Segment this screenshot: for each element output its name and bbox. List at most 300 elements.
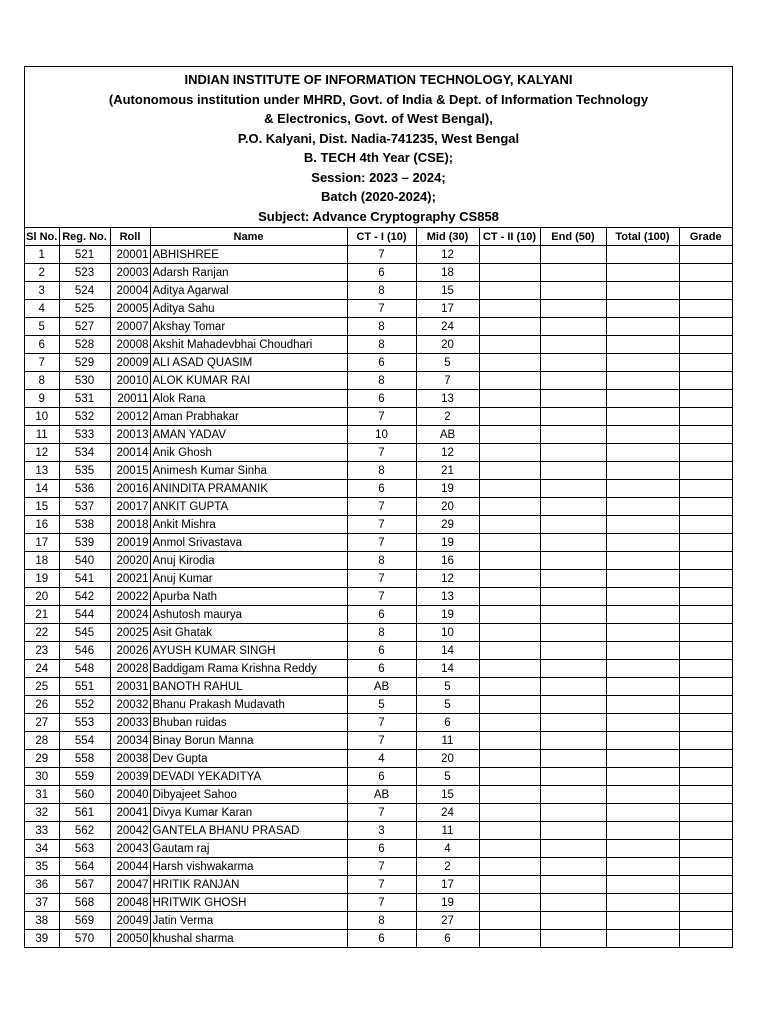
table-row xyxy=(25,498,732,516)
cell-reg-no: 528 xyxy=(59,336,110,354)
cell-roll: 20022 xyxy=(110,588,150,606)
cell-sl-no: 22 xyxy=(25,624,59,642)
cell-reg-no: 539 xyxy=(59,534,110,552)
cell-reg-no: 540 xyxy=(59,552,110,570)
cell-total xyxy=(606,624,679,642)
cell-ct2 xyxy=(479,246,540,264)
cell-total xyxy=(606,912,679,930)
cell-roll: 20014 xyxy=(110,444,150,462)
cell-end xyxy=(540,660,606,678)
cell-sl-no: 13 xyxy=(25,462,59,480)
cell-total xyxy=(606,318,679,336)
cell-grade xyxy=(679,354,732,372)
cell-sl-no: 34 xyxy=(25,840,59,858)
cell-roll: 20018 xyxy=(110,516,150,534)
cell-sl-no: 35 xyxy=(25,858,59,876)
cell-reg-no: 553 xyxy=(59,714,110,732)
cell-sl-no: 16 xyxy=(25,516,59,534)
cell-grade xyxy=(679,390,732,408)
cell-mid: 17 xyxy=(416,876,479,894)
cell-ct2 xyxy=(479,516,540,534)
cell-mid: 19 xyxy=(416,606,479,624)
cell-mid: 17 xyxy=(416,300,479,318)
cell-ct2 xyxy=(479,624,540,642)
table-row xyxy=(25,444,732,462)
table-row xyxy=(25,768,732,786)
cell-sl-no: 29 xyxy=(25,750,59,768)
cell-end xyxy=(540,264,606,282)
cell-ct2 xyxy=(479,660,540,678)
cell-sl-no: 23 xyxy=(25,642,59,660)
cell-reg-no: 570 xyxy=(59,930,110,948)
marks-table xyxy=(25,227,732,947)
cell-ct2 xyxy=(479,732,540,750)
cell-ct2 xyxy=(479,354,540,372)
cell-end xyxy=(540,462,606,480)
cell-ct1: 7 xyxy=(347,300,416,318)
table-row xyxy=(25,876,732,894)
cell-ct1: 8 xyxy=(347,372,416,390)
table-row xyxy=(25,426,732,444)
cell-grade xyxy=(679,642,732,660)
column-header-total: Total (100) xyxy=(606,228,679,246)
cell-reg-no: 527 xyxy=(59,318,110,336)
cell-ct1: 6 xyxy=(347,930,416,948)
address-line: P.O. Kalyani, Dist. Nadia-741235, West Bengal xyxy=(237,130,520,146)
cell-reg-no: 532 xyxy=(59,408,110,426)
cell-total xyxy=(606,588,679,606)
cell-roll: 20024 xyxy=(110,606,150,624)
cell-grade xyxy=(679,786,732,804)
cell-roll: 20001 xyxy=(110,246,150,264)
cell-grade xyxy=(679,768,732,786)
table-row xyxy=(25,318,732,336)
cell-name: khushal sharma xyxy=(150,930,347,948)
cell-reg-no: 562 xyxy=(59,822,110,840)
cell-grade xyxy=(679,660,732,678)
cell-grade xyxy=(679,498,732,516)
cell-roll: 20020 xyxy=(110,552,150,570)
cell-reg-no: 536 xyxy=(59,480,110,498)
cell-ct1: 7 xyxy=(347,444,416,462)
cell-mid: 5 xyxy=(416,768,479,786)
cell-total xyxy=(606,750,679,768)
cell-ct2 xyxy=(479,786,540,804)
cell-grade xyxy=(679,318,732,336)
cell-end xyxy=(540,930,606,948)
cell-name: DEVADI YEKADITYA xyxy=(150,768,347,786)
cell-total xyxy=(606,858,679,876)
cell-roll: 20017 xyxy=(110,498,150,516)
cell-grade xyxy=(679,714,732,732)
cell-reg-no: 542 xyxy=(59,588,110,606)
cell-reg-no: 554 xyxy=(59,732,110,750)
cell-reg-no: 561 xyxy=(59,804,110,822)
cell-total xyxy=(606,660,679,678)
cell-grade xyxy=(679,480,732,498)
session-line: Session: 2023 – 2024; xyxy=(311,169,446,185)
cell-total xyxy=(606,804,679,822)
marks-sheet xyxy=(24,66,733,948)
student-rows xyxy=(25,246,732,948)
cell-end xyxy=(540,498,606,516)
cell-reg-no: 548 xyxy=(59,660,110,678)
cell-reg-no: 564 xyxy=(59,858,110,876)
cell-name: Ankit Mishra xyxy=(150,516,347,534)
cell-mid: 7 xyxy=(416,372,479,390)
cell-mid: AB xyxy=(416,426,479,444)
cell-reg-no: 533 xyxy=(59,426,110,444)
cell-ct2 xyxy=(479,480,540,498)
cell-ct2 xyxy=(479,804,540,822)
column-header-end: End (50) xyxy=(540,228,606,246)
cell-name: Anuj Kirodia xyxy=(150,552,347,570)
cell-ct1: 5 xyxy=(347,696,416,714)
cell-grade xyxy=(679,696,732,714)
cell-sl-no: 4 xyxy=(25,300,59,318)
cell-roll: 20042 xyxy=(110,822,150,840)
cell-ct1: 7 xyxy=(347,876,416,894)
cell-end xyxy=(540,714,606,732)
cell-ct1: 7 xyxy=(347,732,416,750)
table-row xyxy=(25,552,732,570)
cell-reg-no: 545 xyxy=(59,624,110,642)
cell-sl-no: 21 xyxy=(25,606,59,624)
cell-ct2 xyxy=(479,876,540,894)
cell-reg-no: 537 xyxy=(59,498,110,516)
cell-name: Anmol Srivastava xyxy=(150,534,347,552)
cell-roll: 20043 xyxy=(110,840,150,858)
cell-total xyxy=(606,894,679,912)
cell-total xyxy=(606,534,679,552)
cell-sl-no: 19 xyxy=(25,570,59,588)
cell-total xyxy=(606,282,679,300)
cell-sl-no: 6 xyxy=(25,336,59,354)
cell-roll: 20044 xyxy=(110,858,150,876)
column-header-mid: Mid (30) xyxy=(416,228,479,246)
cell-reg-no: 524 xyxy=(59,282,110,300)
table-row xyxy=(25,606,732,624)
cell-mid: 12 xyxy=(416,246,479,264)
cell-name: ABHISHREE xyxy=(150,246,347,264)
cell-ct1: 7 xyxy=(347,498,416,516)
cell-name: GANTELA BHANU PRASAD xyxy=(150,822,347,840)
cell-ct1: 7 xyxy=(347,858,416,876)
table-row xyxy=(25,264,732,282)
cell-ct1: 6 xyxy=(347,768,416,786)
cell-grade xyxy=(679,894,732,912)
cell-sl-no: 20 xyxy=(25,588,59,606)
cell-end xyxy=(540,876,606,894)
cell-end xyxy=(540,552,606,570)
table-row xyxy=(25,534,732,552)
cell-total xyxy=(606,822,679,840)
column-header-sl-no: Sl No. xyxy=(25,228,59,246)
cell-ct2 xyxy=(479,264,540,282)
cell-mid: 6 xyxy=(416,714,479,732)
cell-ct1: 8 xyxy=(347,624,416,642)
table-row xyxy=(25,804,732,822)
cell-mid: 14 xyxy=(416,642,479,660)
cell-ct1: 6 xyxy=(347,642,416,660)
cell-mid: 16 xyxy=(416,552,479,570)
cell-name: Animesh Kumar Sinha xyxy=(150,462,347,480)
cell-grade xyxy=(679,930,732,948)
cell-roll: 20010 xyxy=(110,372,150,390)
cell-sl-no: 7 xyxy=(25,354,59,372)
cell-ct1: 7 xyxy=(347,246,416,264)
column-header-grade: Grade xyxy=(679,228,732,246)
table-row xyxy=(25,390,732,408)
cell-grade xyxy=(679,300,732,318)
cell-ct2 xyxy=(479,552,540,570)
cell-roll: 20041 xyxy=(110,804,150,822)
cell-end xyxy=(540,480,606,498)
cell-sl-no: 31 xyxy=(25,786,59,804)
cell-reg-no: 552 xyxy=(59,696,110,714)
cell-roll: 20039 xyxy=(110,768,150,786)
table-row xyxy=(25,246,732,264)
cell-grade xyxy=(679,426,732,444)
cell-roll: 20008 xyxy=(110,336,150,354)
cell-grade xyxy=(679,804,732,822)
cell-roll: 20021 xyxy=(110,570,150,588)
table-row xyxy=(25,354,732,372)
cell-name: AMAN YADAV xyxy=(150,426,347,444)
cell-sl-no: 18 xyxy=(25,552,59,570)
cell-total xyxy=(606,264,679,282)
cell-total xyxy=(606,426,679,444)
cell-end xyxy=(540,444,606,462)
cell-reg-no: 560 xyxy=(59,786,110,804)
cell-roll: 20019 xyxy=(110,534,150,552)
cell-ct1: AB xyxy=(347,678,416,696)
batch-line: Batch (2020-2024); xyxy=(321,189,436,204)
column-header-name: Name xyxy=(150,228,347,246)
table-row xyxy=(25,714,732,732)
cell-grade xyxy=(679,732,732,750)
cell-grade xyxy=(679,282,732,300)
cell-total xyxy=(606,336,679,354)
cell-sl-no: 10 xyxy=(25,408,59,426)
cell-ct1: 4 xyxy=(347,750,416,768)
cell-mid: 12 xyxy=(416,570,479,588)
cell-reg-no: 568 xyxy=(59,894,110,912)
cell-ct1: 7 xyxy=(347,570,416,588)
cell-grade xyxy=(679,588,732,606)
cell-name: Adarsh Ranjan xyxy=(150,264,347,282)
cell-name: BANOTH RAHUL xyxy=(150,678,347,696)
cell-ct1: 8 xyxy=(347,336,416,354)
cell-ct1: 6 xyxy=(347,264,416,282)
cell-sl-no: 26 xyxy=(25,696,59,714)
table-row xyxy=(25,516,732,534)
cell-end xyxy=(540,426,606,444)
cell-sl-no: 15 xyxy=(25,498,59,516)
cell-sl-no: 38 xyxy=(25,912,59,930)
cell-mid: 24 xyxy=(416,318,479,336)
cell-roll: 20004 xyxy=(110,282,150,300)
column-header-reg-no: Reg. No. xyxy=(59,228,110,246)
cell-end xyxy=(540,300,606,318)
cell-total xyxy=(606,570,679,588)
cell-total xyxy=(606,516,679,534)
cell-name: HRITIK RANJAN xyxy=(150,876,347,894)
cell-roll: 20032 xyxy=(110,696,150,714)
cell-roll: 20048 xyxy=(110,894,150,912)
cell-grade xyxy=(679,408,732,426)
cell-name: ANKIT GUPTA xyxy=(150,498,347,516)
cell-ct2 xyxy=(479,894,540,912)
cell-ct2 xyxy=(479,768,540,786)
cell-sl-no: 36 xyxy=(25,876,59,894)
cell-reg-no: 525 xyxy=(59,300,110,318)
cell-end xyxy=(540,372,606,390)
cell-total xyxy=(606,606,679,624)
cell-roll: 20038 xyxy=(110,750,150,768)
cell-reg-no: 534 xyxy=(59,444,110,462)
cell-grade xyxy=(679,264,732,282)
cell-total xyxy=(606,300,679,318)
cell-ct2 xyxy=(479,714,540,732)
table-row xyxy=(25,930,732,948)
cell-sl-no: 32 xyxy=(25,804,59,822)
cell-name: Akshit Mahadevbhai Choudhari xyxy=(150,336,347,354)
cell-ct2 xyxy=(479,588,540,606)
column-header-row xyxy=(25,228,732,246)
cell-end xyxy=(540,858,606,876)
cell-sl-no: 27 xyxy=(25,714,59,732)
cell-mid: 21 xyxy=(416,462,479,480)
cell-ct2 xyxy=(479,318,540,336)
cell-end xyxy=(540,840,606,858)
cell-sl-no: 37 xyxy=(25,894,59,912)
cell-total xyxy=(606,714,679,732)
cell-ct2 xyxy=(479,840,540,858)
cell-reg-no: 530 xyxy=(59,372,110,390)
cell-mid: 13 xyxy=(416,588,479,606)
cell-grade xyxy=(679,516,732,534)
cell-total xyxy=(606,930,679,948)
cell-name: ANINDITA PRAMANIK xyxy=(150,480,347,498)
cell-end xyxy=(540,606,606,624)
cell-end xyxy=(540,246,606,264)
table-row xyxy=(25,858,732,876)
cell-ct1: 10 xyxy=(347,426,416,444)
cell-ct2 xyxy=(479,858,540,876)
cell-ct1: 6 xyxy=(347,390,416,408)
cell-total xyxy=(606,642,679,660)
cell-roll: 20047 xyxy=(110,876,150,894)
table-row xyxy=(25,624,732,642)
cell-roll: 20007 xyxy=(110,318,150,336)
cell-ct1: 8 xyxy=(347,318,416,336)
cell-name: Jatin Verma xyxy=(150,912,347,930)
cell-total xyxy=(606,390,679,408)
cell-name: HRITWIK GHOSH xyxy=(150,894,347,912)
cell-roll: 20025 xyxy=(110,624,150,642)
cell-grade xyxy=(679,876,732,894)
program-line: B. TECH 4th Year (CSE); xyxy=(303,150,454,165)
cell-mid: 20 xyxy=(416,750,479,768)
cell-total xyxy=(606,408,679,426)
cell-total xyxy=(606,678,679,696)
cell-end xyxy=(540,822,606,840)
table-row xyxy=(25,660,732,678)
cell-ct2 xyxy=(479,282,540,300)
cell-name: Aditya Sahu xyxy=(150,300,347,318)
cell-grade xyxy=(679,840,732,858)
cell-total xyxy=(606,480,679,498)
cell-mid: 19 xyxy=(416,534,479,552)
cell-end xyxy=(540,390,606,408)
cell-grade xyxy=(679,534,732,552)
cell-end xyxy=(540,354,606,372)
cell-end xyxy=(540,570,606,588)
cell-end xyxy=(540,912,606,930)
cell-grade xyxy=(679,912,732,930)
cell-reg-no: 529 xyxy=(59,354,110,372)
cell-mid: 14 xyxy=(416,660,479,678)
cell-grade xyxy=(679,372,732,390)
table-row xyxy=(25,822,732,840)
cell-ct2 xyxy=(479,408,540,426)
cell-total xyxy=(606,246,679,264)
cell-sl-no: 30 xyxy=(25,768,59,786)
cell-sl-no: 25 xyxy=(25,678,59,696)
cell-mid: 5 xyxy=(416,354,479,372)
cell-name: AYUSH KUMAR SINGH xyxy=(150,642,347,660)
cell-sl-no: 28 xyxy=(25,732,59,750)
cell-total xyxy=(606,768,679,786)
cell-name: Aditya Agarwal xyxy=(150,282,347,300)
cell-reg-no: 521 xyxy=(59,246,110,264)
cell-mid: 15 xyxy=(416,282,479,300)
cell-name: Aman Prabhakar xyxy=(150,408,347,426)
cell-mid: 29 xyxy=(416,516,479,534)
cell-sl-no: 14 xyxy=(25,480,59,498)
cell-reg-no: 538 xyxy=(59,516,110,534)
cell-end xyxy=(540,768,606,786)
cell-mid: 27 xyxy=(416,912,479,930)
cell-roll: 20031 xyxy=(110,678,150,696)
table-row xyxy=(25,408,732,426)
cell-sl-no: 24 xyxy=(25,660,59,678)
cell-end xyxy=(540,750,606,768)
sheet-header xyxy=(25,67,732,227)
cell-mid: 20 xyxy=(416,498,479,516)
cell-ct1: 8 xyxy=(347,462,416,480)
table-row xyxy=(25,570,732,588)
cell-end xyxy=(540,804,606,822)
cell-mid: 15 xyxy=(416,786,479,804)
subject-line: Subject: Advance Cryptography CS858 xyxy=(258,208,499,224)
cell-ct2 xyxy=(479,372,540,390)
cell-total xyxy=(606,876,679,894)
cell-name: Binay Borun Manna xyxy=(150,732,347,750)
cell-sl-no: 1 xyxy=(25,246,59,264)
cell-ct2 xyxy=(479,606,540,624)
cell-total xyxy=(606,840,679,858)
cell-grade xyxy=(679,570,732,588)
cell-mid: 6 xyxy=(416,930,479,948)
cell-sl-no: 17 xyxy=(25,534,59,552)
cell-sl-no: 12 xyxy=(25,444,59,462)
cell-ct2 xyxy=(479,750,540,768)
cell-ct1: 6 xyxy=(347,606,416,624)
autonomy-line-2: & Electronics, Govt. of West Bengal), xyxy=(264,111,493,126)
cell-mid: 19 xyxy=(416,894,479,912)
